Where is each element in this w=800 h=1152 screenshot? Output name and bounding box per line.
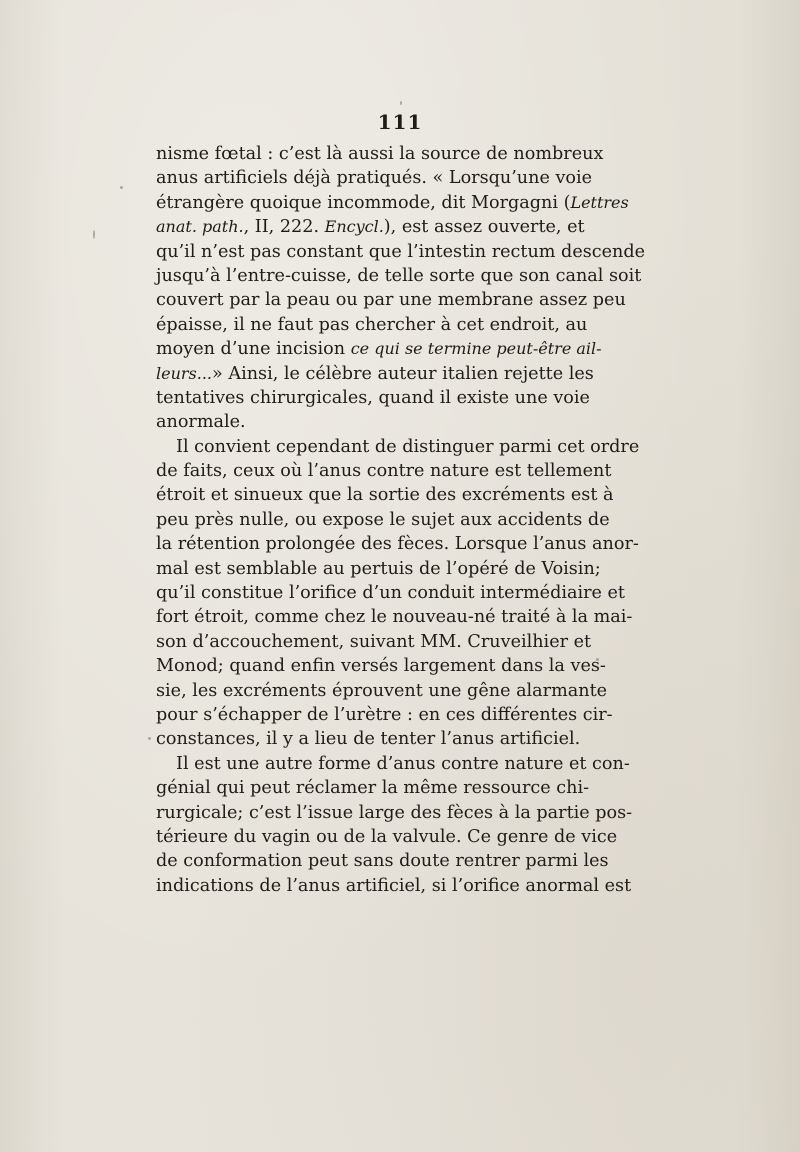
text-line: [156, 166, 593, 190]
text-line: [156, 727, 584, 751]
text-line: [156, 215, 584, 239]
text-segment: , II, 222.: [243, 217, 325, 238]
text-segment: moyen d’une incision: [156, 339, 351, 360]
text-segment: rurgicale; c’est l’issue large des fèces à la partie pos-: [156, 802, 633, 823]
paper-speck: [400, 101, 402, 105]
text-line: [156, 410, 584, 434]
text-segment: indications de l’anus artificiel, si l’orifice anormal est: [156, 875, 632, 896]
text-line: [156, 752, 630, 776]
text-line: [156, 435, 640, 459]
text-segment: génial qui peut réclamer la même ressource chi-: [156, 778, 590, 799]
text-segment: la rétention prolongée des fèces. Lorsque l’anus anor-: [156, 534, 639, 555]
text-line: [156, 532, 639, 556]
text-segment: pour s’échapper de l’urètre : en ces différentes cir-: [156, 704, 613, 725]
text-segment: son d’accouchement, suivant MM. Cruveilhier et: [156, 631, 592, 652]
text-line: [156, 703, 613, 727]
text-line: [156, 581, 626, 605]
text-line: [156, 776, 590, 800]
text-segment: anus artificiels déjà pratiqués. « Lorsqu’une voie: [156, 168, 593, 189]
text-segment: jusqu’à l’entre-cuisse, de telle sorte que son canal soit: [156, 265, 642, 286]
text-segment: sie, les excréments éprouvent une gêne alarmante: [156, 680, 608, 701]
text-line: [156, 605, 633, 629]
text-line: [156, 313, 588, 337]
text-line: [156, 508, 610, 532]
text-line: [156, 288, 626, 312]
italic-text: ce qui se termine peut-être ail-: [350, 339, 602, 359]
text-segment: tentatives chirurgicales, quand il existe une voie: [156, 387, 590, 408]
text-line: [156, 679, 608, 703]
paper-speck: [120, 186, 123, 189]
text-line: [156, 849, 609, 873]
text-line: [156, 825, 618, 849]
text-segment: couvert par la peau ou par une membrane assez peu: [156, 290, 626, 311]
text-segment: Monod; quand enfin versés largement dans la ves-: [156, 656, 606, 677]
paper-speck: [93, 230, 95, 239]
text-line: [156, 874, 632, 898]
text-segment: fort étroit, comme chez le nouveau-né traité à la mai-: [156, 607, 633, 628]
text-line: [156, 557, 601, 581]
paper-speck: [148, 737, 151, 740]
text-line: [156, 654, 606, 678]
text-segment: Il convient cependant de distinguer parmi cet ordre: [176, 436, 640, 457]
text-line: [156, 337, 602, 361]
text-segment: de conformation peut sans doute rentrer parmi les: [156, 851, 609, 872]
paragraph: [156, 142, 646, 435]
page-number: 111: [377, 110, 423, 134]
italic-text: Lettres: [570, 192, 629, 212]
text-line: [156, 386, 590, 410]
paragraph: [156, 435, 640, 752]
italic-text: leurs...: [156, 363, 213, 383]
text-segment: térieure du vagin ou de la valvule. Ce genre de vice: [156, 826, 618, 847]
text-segment: anormale.: [156, 412, 246, 433]
text-line: [156, 191, 629, 215]
text-line: [156, 459, 612, 483]
body-text: [156, 142, 646, 898]
text-segment: étrangère quoique incommode, dit Morgagni (: [156, 192, 571, 213]
text-line: [156, 142, 604, 166]
text-segment: épaisse, il ne faut pas chercher à cet endroit, au: [156, 314, 588, 335]
text-segment: de faits, ceux où l’anus contre nature est tellement: [156, 461, 612, 482]
text-segment: nisme fœtal : c’est là aussi la source de nombreux: [156, 144, 604, 164]
text-segment: constances, il y a lieu de tenter l’anus artificiel.: [156, 729, 581, 750]
italic-text: Encycl.: [324, 217, 384, 237]
text-segment: étroit et sinueux que la sortie des excréments est à: [156, 485, 614, 506]
text-segment: ), est assez ouverte, et: [383, 217, 585, 238]
text-segment: qu’il constitue l’orifice d’un conduit intermédiaire et: [156, 583, 626, 604]
text-line: [156, 483, 614, 507]
text-segment: mal est semblable au pertuis de l’opéré de Voisin;: [156, 558, 601, 579]
text-segment: peu près nulle, ou expose le sujet aux accidents de: [156, 509, 610, 530]
text-line: [156, 362, 594, 386]
text-segment: Il est une autre forme d’anus contre nature et con-: [176, 753, 630, 774]
text-line: [156, 264, 642, 288]
italic-text: anat. path.: [156, 217, 244, 237]
text-line: [156, 801, 633, 825]
text-line: [156, 630, 592, 654]
text-segment: qu’il n’est pas constant que l’intestin rectum descende: [156, 241, 646, 262]
paragraph: [156, 752, 633, 898]
text-line: [156, 240, 646, 264]
text-segment: » Ainsi, le célèbre auteur italien rejette les: [212, 363, 594, 384]
